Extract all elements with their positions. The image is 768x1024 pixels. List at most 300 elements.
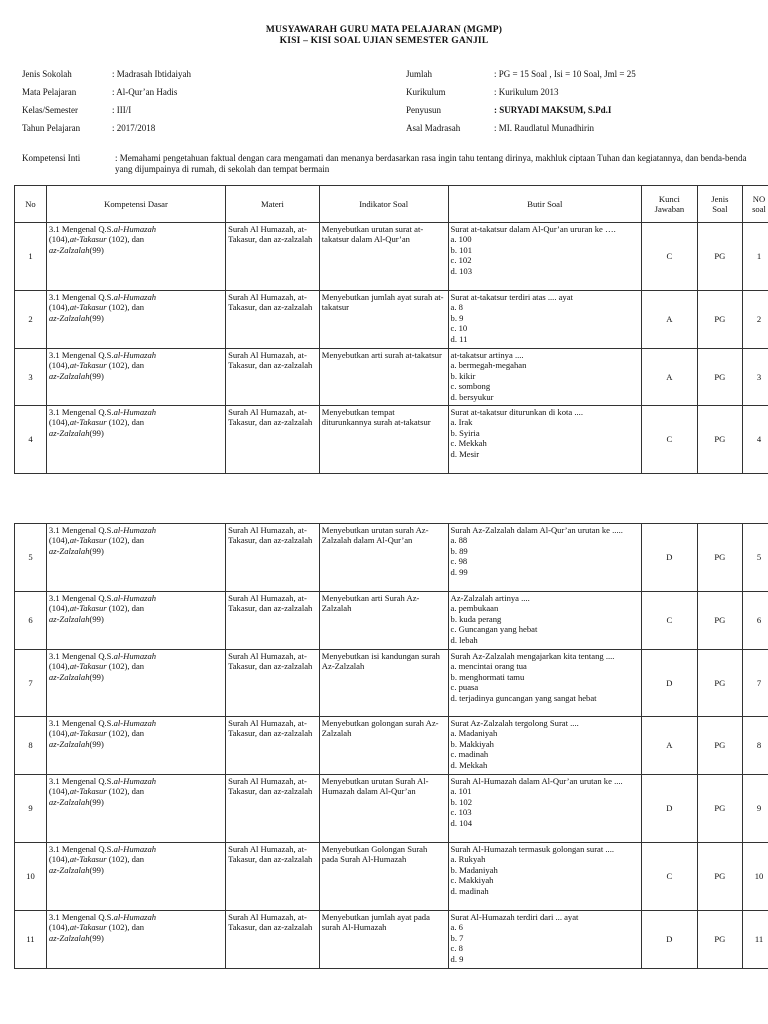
row-jenis [697, 349, 742, 406]
materi-text: Surah Al Humazah, at- Takasur, dan az-zalzalah [228, 292, 313, 313]
header-jenis-soal: Jenis Soal [697, 186, 742, 223]
materi-text: Surah Al Humazah, at- Takasur, dan az-zalzalah [228, 651, 313, 672]
indikator-text: Menyebutkan urutan surat at-takatsur dalam Al-Qur’an [321, 224, 424, 245]
row-butir-soal [448, 717, 642, 775]
jenis-text: PG [714, 740, 726, 751]
row-kunci [642, 406, 698, 474]
row-kunci [642, 223, 698, 291]
kd-text: (104), [48, 234, 70, 245]
kd-text: 3.1 Mengenal Q.S. [48, 407, 114, 417]
kunci-text: C [666, 871, 673, 882]
indikator-text: Menyebutkan tempat diturunkannya surah at-takatsur [321, 407, 431, 428]
row-butir-soal [448, 911, 642, 969]
kunci-text: C [666, 251, 673, 262]
row-materi [226, 223, 320, 291]
kd-text: (99) [89, 932, 104, 943]
row-kunci [642, 349, 698, 406]
jenis-text: PG [714, 552, 726, 563]
nosoal-text: 4 [756, 434, 762, 445]
answer-option: c. 8 [450, 943, 463, 954]
kunci-text: A [666, 314, 673, 325]
kd-text: (104), [48, 360, 70, 371]
kd-surah-name: al-Humazah [113, 224, 157, 234]
materi-text: Surah Al Humazah, at- Takasur, dan az-zalzalah [228, 718, 313, 739]
answer-option: a. Rukyah [450, 854, 486, 865]
kd-surah-name: az-Zalzalah [48, 932, 90, 943]
answer-option: d. bersyukur [450, 391, 494, 402]
kd-surah-name: at-Takasur [69, 728, 107, 739]
row-no-text: 6 [28, 615, 33, 626]
row-no-text: 4 [28, 434, 33, 445]
header-materi: Materi [226, 186, 320, 223]
row-no-text: 3 [28, 371, 33, 382]
row-indikator [319, 592, 448, 650]
answer-option: a. 101 [450, 786, 472, 797]
row-no [15, 524, 47, 592]
question-text: Surat at-takatsur diturunkan di kota .... [450, 407, 583, 417]
question-text: Surah Al-Humazah dalam Al-Qur’an urutan ke .... [450, 776, 623, 786]
row-no-text: 11 [26, 934, 35, 945]
answer-option: b. menghormati tamu [450, 671, 525, 682]
kd-surah-name: az-Zalzalah [48, 738, 90, 749]
row-butir-soal [448, 843, 642, 911]
row-indikator [319, 650, 448, 717]
row-materi [226, 717, 320, 775]
kd-text: 3.1 Mengenal Q.S. [48, 912, 114, 922]
kd-text: 3.1 Mengenal Q.S. [48, 844, 114, 854]
answer-option: c. Mekkah [450, 438, 487, 449]
header-no-soal: NO soal [743, 186, 768, 223]
row-jenis [697, 406, 742, 474]
answer-option: a. bermegah-megahan [450, 360, 527, 371]
kunci-text: A [666, 371, 673, 382]
kisi-table-page-1 [14, 185, 768, 474]
row-nosoal [743, 843, 768, 911]
row-kompetensi-dasar [46, 775, 225, 843]
row-kunci [642, 717, 698, 775]
kd-surah-name: az-Zalzalah [48, 545, 90, 556]
indikator-text: Menyebutkan jumlah ayat pada surah Al-Humazah [321, 912, 430, 933]
kd-text: 3.1 Mengenal Q.S. [48, 593, 114, 603]
jenis-text: PG [714, 615, 726, 626]
row-no-text: 9 [28, 803, 33, 814]
kd-text: (102), dan [106, 786, 145, 797]
answer-option: c. 102 [450, 255, 472, 266]
nosoal-text: 3 [756, 371, 762, 382]
row-kompetensi-dasar [46, 843, 225, 911]
kd-surah-name: az-Zalzalah [48, 864, 90, 875]
kd-surah-name: al-Humazah [113, 593, 157, 603]
table-row [15, 524, 768, 592]
info-right-label: Penyusun [406, 105, 442, 115]
kd-text: 3.1 Mengenal Q.S. [48, 292, 114, 302]
kd-text: 3.1 Mengenal Q.S. [48, 350, 114, 360]
header-butir-soal: Butir Soal [448, 186, 642, 223]
answer-option: d. 11 [450, 333, 468, 344]
answer-option: b. 101 [450, 244, 472, 255]
row-butir-soal [448, 524, 642, 592]
kunci-text: D [666, 677, 673, 688]
answer-option: d. 103 [450, 265, 472, 276]
kd-surah-name: az-Zalzalah [48, 312, 90, 323]
answer-option: a. 8 [450, 302, 463, 313]
row-kompetensi-dasar [46, 650, 225, 717]
kd-surah-name: az-Zalzalah [48, 613, 90, 624]
answer-option: a. pembukaan [450, 603, 499, 614]
header-kunci-jawaban: Kunci Jawaban [642, 186, 698, 223]
question-text: Surah Al-Humazah termasuk golongan surat .... [450, 844, 614, 854]
row-jenis [697, 650, 742, 717]
info-left-label: Mata Pelajaran [22, 87, 77, 97]
materi-text: Surah Al Humazah, at- Takasur, dan az-zalzalah [228, 407, 313, 428]
kd-surah-name: al-Humazah [113, 844, 157, 854]
row-no [15, 349, 47, 406]
kd-text: (104), [48, 417, 70, 428]
kd-surah-name: al-Humazah [113, 407, 157, 417]
table-row [15, 650, 768, 717]
indikator-text: Menyebutkan golongan surah Az-Zalzalah [321, 718, 439, 739]
kd-text: (102), dan [106, 360, 145, 371]
row-indikator [319, 524, 448, 592]
kd-text: 3.1 Mengenal Q.S. [48, 224, 114, 234]
row-materi [226, 349, 320, 406]
info-left-value: : Madrasah Ibtidaiyah [112, 69, 191, 79]
answer-option: d. terjadinya guncangan yang sangat hebat [450, 692, 597, 703]
indikator-text: Menyebutkan isi kandungan surah Az-Zalzalah [321, 651, 440, 672]
kunci-text: C [666, 615, 673, 626]
header-kompetensi-dasar: Kompetensi Dasar [46, 186, 225, 223]
kd-surah-name: al-Humazah [113, 776, 157, 786]
row-butir-soal [448, 592, 642, 650]
nosoal-text: 2 [756, 314, 762, 325]
row-butir-soal [448, 223, 642, 291]
kd-surah-name: at-Takasur [69, 922, 107, 933]
row-jenis [697, 524, 742, 592]
answer-option: c. Makkiyah [450, 875, 494, 886]
kd-text: (104), [48, 302, 70, 313]
row-kunci [642, 524, 698, 592]
row-kompetensi-dasar [46, 592, 225, 650]
answer-option: c. sombong [450, 381, 491, 392]
answer-option: b. 7 [450, 932, 464, 943]
question-text: Surat at-takatsur terdiri atas .... ayat [450, 292, 573, 302]
kd-surah-name: al-Humazah [113, 525, 157, 535]
table-row [15, 717, 768, 775]
question-text: at-takatsur artinya .... [450, 350, 524, 360]
kd-text: (104), [48, 535, 70, 546]
kd-text: (102), dan [106, 302, 145, 313]
kd-text: (99) [89, 671, 104, 682]
jenis-text: PG [714, 677, 726, 688]
kd-text: (99) [89, 312, 104, 323]
answer-option: a. Irak [450, 417, 473, 428]
kd-text: (99) [89, 796, 104, 807]
answer-option: c. 98 [450, 556, 468, 567]
row-indikator [319, 717, 448, 775]
materi-text: Surah Al Humazah, at- Takasur, dan az-zalzalah [228, 776, 313, 797]
jenis-text: PG [714, 371, 726, 382]
answer-option: d. 104 [450, 817, 472, 828]
kunci-text: C [666, 434, 673, 445]
indikator-text: Menyebutkan arti Surah Az-Zalzalah [321, 593, 420, 614]
indikator-text: Menyebutkan jumlah ayat surah at-takatsur [321, 292, 444, 313]
question-text: Surah Az-Zalzalah dalam Al-Qur’an urutan ke ..... [450, 525, 623, 535]
row-butir-soal [448, 349, 642, 406]
kd-text: (102), dan [106, 728, 145, 739]
answer-option: d. lebah [450, 634, 478, 645]
kd-text: 3.1 Mengenal Q.S. [48, 718, 114, 728]
answer-option: a. Madaniyah [450, 728, 498, 739]
kd-text: (102), dan [106, 535, 145, 546]
kd-text: 3.1 Mengenal Q.S. [48, 525, 114, 535]
kd-surah-name: at-Takasur [69, 417, 107, 428]
kd-surah-name: at-Takasur [69, 854, 107, 865]
row-nosoal [743, 349, 768, 406]
question-text: Surah Az-Zalzalah mengajarkan kita tentang .... [450, 651, 615, 661]
kd-surah-name: az-Zalzalah [48, 427, 90, 438]
document-subtitle: KISI – KISI SOAL UJIAN SEMESTER GANJIL [279, 36, 489, 46]
indikator-text: Menyebutkan arti surah at-takatsur [321, 350, 442, 360]
answer-option: b. Madaniyah [450, 864, 498, 875]
answer-option: b. Syiria [450, 427, 480, 438]
kd-text: (99) [89, 370, 104, 381]
info-right-value: : MI. Raudlatul Munadhirin [494, 123, 594, 133]
indikator-text: Menyebutkan Golongan Surah pada Surah Al-Humazah [321, 844, 428, 865]
nosoal-text: 8 [756, 740, 762, 751]
row-kompetensi-dasar [46, 223, 225, 291]
row-indikator [319, 775, 448, 843]
row-no [15, 775, 47, 843]
kd-text: (99) [89, 427, 104, 438]
row-no [15, 650, 47, 717]
row-no [15, 592, 47, 650]
row-nosoal [743, 291, 768, 349]
row-nosoal [743, 717, 768, 775]
row-no [15, 223, 47, 291]
row-jenis [697, 592, 742, 650]
row-indikator [319, 843, 448, 911]
kd-text: (104), [48, 728, 70, 739]
row-kunci [642, 843, 698, 911]
kunci-text: A [666, 740, 673, 751]
row-kompetensi-dasar [46, 911, 225, 969]
row-indikator [319, 291, 448, 349]
answer-option: c. puasa [450, 682, 479, 693]
table-row [15, 775, 768, 843]
kd-surah-name: al-Humazah [113, 350, 157, 360]
row-kunci [642, 291, 698, 349]
row-materi [226, 843, 320, 911]
info-right-value: : PG = 15 Soal , Isi = 10 Soal, Jml = 25 [494, 69, 636, 79]
kd-surah-name: al-Humazah [113, 292, 157, 302]
row-indikator [319, 406, 448, 474]
row-indikator [319, 911, 448, 969]
indikator-text: Menyebutkan urutan Surah Al-Humazah dalam Al-Qur’an [321, 776, 429, 797]
answer-option: c. Guncangan yang hebat [450, 624, 538, 635]
kd-text: (102), dan [106, 603, 145, 614]
kd-surah-name: az-Zalzalah [48, 671, 90, 682]
row-kompetensi-dasar [46, 524, 225, 592]
kd-text: (102), dan [106, 854, 145, 865]
row-jenis [697, 717, 742, 775]
question-text: Az-Zalzalah artinya .... [450, 593, 530, 603]
materi-text: Surah Al Humazah, at- Takasur, dan az-zalzalah [228, 912, 313, 933]
jenis-text: PG [714, 251, 726, 262]
jenis-text: PG [714, 871, 726, 882]
nosoal-text: 7 [756, 677, 762, 688]
info-left-value: : 2017/2018 [112, 123, 156, 133]
row-butir-soal [448, 775, 642, 843]
row-kompetensi-dasar [46, 291, 225, 349]
row-materi [226, 775, 320, 843]
kd-text: (104), [48, 922, 70, 933]
row-jenis [697, 843, 742, 911]
question-text: Surat Al-Humazah terdiri dari ... ayat [450, 912, 579, 922]
kd-surah-name: az-Zalzalah [48, 796, 90, 807]
answer-option: b. 102 [450, 796, 472, 807]
table-header-row [15, 186, 768, 223]
row-butir-soal [448, 650, 642, 717]
answer-option: d. madinah [450, 885, 489, 896]
row-jenis [697, 911, 742, 969]
answer-option: d. Mesir [450, 448, 480, 459]
header-no: No [15, 186, 47, 223]
info-left-label: Kelas/Semester [22, 105, 78, 115]
nosoal-text: 6 [756, 615, 762, 626]
table-row [15, 349, 768, 406]
table-row [15, 911, 768, 969]
question-text: Surat at-takatsur dalam Al-Qur’an ururan ke …. [450, 224, 616, 234]
answer-option: c. madinah [450, 749, 489, 760]
header-indikator: Indikator Soal [319, 186, 448, 223]
row-materi [226, 592, 320, 650]
table-row [15, 843, 768, 911]
row-materi [226, 406, 320, 474]
kd-surah-name: at-Takasur [69, 302, 107, 313]
question-text: Surat Az-Zalzalah tergolong Surat .... [450, 718, 579, 728]
row-no [15, 406, 47, 474]
answer-option: c. 10 [450, 323, 468, 334]
row-kompetensi-dasar [46, 717, 225, 775]
kd-text: (102), dan [106, 922, 145, 933]
row-no-text: 2 [28, 314, 33, 325]
materi-text: Surah Al Humazah, at- Takasur, dan az-zalzalah [228, 224, 313, 245]
materi-text: Surah Al Humazah, at- Takasur, dan az-zalzalah [228, 844, 313, 865]
row-materi [226, 524, 320, 592]
jenis-text: PG [714, 434, 726, 445]
table-row [15, 406, 768, 474]
kd-text: (99) [89, 613, 104, 624]
kd-text: (104), [48, 854, 70, 865]
nosoal-text: 5 [756, 552, 762, 563]
row-materi [226, 650, 320, 717]
kd-surah-name: al-Humazah [113, 912, 157, 922]
row-no-text: 8 [28, 740, 33, 751]
row-jenis [697, 291, 742, 349]
answer-option: d. 99 [450, 566, 468, 577]
row-no [15, 843, 47, 911]
kd-surah-name: at-Takasur [69, 360, 107, 371]
answer-option: a. 88 [450, 535, 468, 546]
materi-text: Surah Al Humazah, at- Takasur, dan az-zalzalah [228, 525, 313, 546]
row-butir-soal [448, 406, 642, 474]
row-no-text: 10 [26, 871, 35, 882]
info-left-label: Jenis Sokolah [22, 69, 72, 79]
answer-option: b. Makkiyah [450, 738, 494, 749]
row-no [15, 911, 47, 969]
info-right-label: Asal Madrasah [406, 123, 461, 133]
kd-text: (99) [89, 864, 104, 875]
info-right-value: : SURYADI MAKSUM, S.Pd.I [494, 105, 612, 115]
kd-text: (104), [48, 661, 70, 672]
nosoal-text: 1 [756, 251, 762, 262]
info-left-label: Tahun Pelajaran [22, 123, 81, 133]
row-indikator [319, 223, 448, 291]
row-nosoal [743, 592, 768, 650]
answer-option: c. 103 [450, 807, 472, 818]
answer-option: a. 6 [450, 922, 463, 933]
kd-surah-name: at-Takasur [69, 661, 107, 672]
row-no-text: 5 [28, 552, 33, 563]
jenis-text: PG [714, 314, 726, 325]
jenis-text: PG [714, 803, 726, 814]
row-jenis [697, 223, 742, 291]
kd-text: (102), dan [106, 417, 145, 428]
row-no [15, 717, 47, 775]
row-nosoal [743, 650, 768, 717]
nosoal-text: 9 [756, 803, 762, 814]
row-no-text: 7 [28, 677, 33, 688]
answer-option: b. kuda perang [450, 613, 502, 624]
kompetensi-inti-value: : Memahami pengetahuan faktual dengan cara mengamati dan menanya berdasarkan rasa ingin tahu tentang dirinya, makhluk ciptaan Tuhan dan kegiatannya, dan benda-benda yang dijumpainya di rumah, di sekolah dan tempat bermain [115, 153, 747, 174]
indikator-text: Menyebutkan urutan surah Az-Zalzalah dalam Al-Qur’an [321, 525, 429, 546]
table-row [15, 291, 768, 349]
row-kunci [642, 650, 698, 717]
answer-option: b. 9 [450, 312, 464, 323]
nosoal-text: 11 [754, 934, 764, 945]
answer-option: d. Mekkah [450, 759, 488, 770]
kisi-table-page-2 [14, 523, 768, 969]
info-right-value: : Kurikulum 2013 [494, 87, 559, 97]
kunci-text: D [666, 934, 673, 945]
kd-surah-name: at-Takasur [69, 603, 107, 614]
answer-option: a. 100 [450, 234, 472, 245]
kd-text: (99) [89, 244, 104, 255]
jenis-text: PG [714, 934, 726, 945]
kd-text: (99) [89, 545, 104, 556]
kd-text: (104), [48, 786, 70, 797]
kd-surah-name: at-Takasur [69, 786, 107, 797]
kd-surah-name: at-Takasur [69, 234, 107, 245]
kd-text: (102), dan [106, 661, 145, 672]
row-materi [226, 911, 320, 969]
row-kompetensi-dasar [46, 349, 225, 406]
kd-surah-name: at-Takasur [69, 535, 107, 546]
info-right-label: Jumlah [406, 69, 432, 79]
kunci-text: D [666, 552, 673, 563]
kunci-text: D [666, 803, 673, 814]
answer-option: b. 89 [450, 545, 468, 556]
kd-text: 3.1 Mengenal Q.S. [48, 776, 114, 786]
answer-option: b. kikir [450, 370, 476, 381]
row-nosoal [743, 223, 768, 291]
row-no [15, 291, 47, 349]
row-butir-soal [448, 291, 642, 349]
kd-text: 3.1 Mengenal Q.S. [48, 651, 114, 661]
table-row [15, 592, 768, 650]
kd-surah-name: az-Zalzalah [48, 370, 90, 381]
kd-surah-name: al-Humazah [113, 651, 157, 661]
